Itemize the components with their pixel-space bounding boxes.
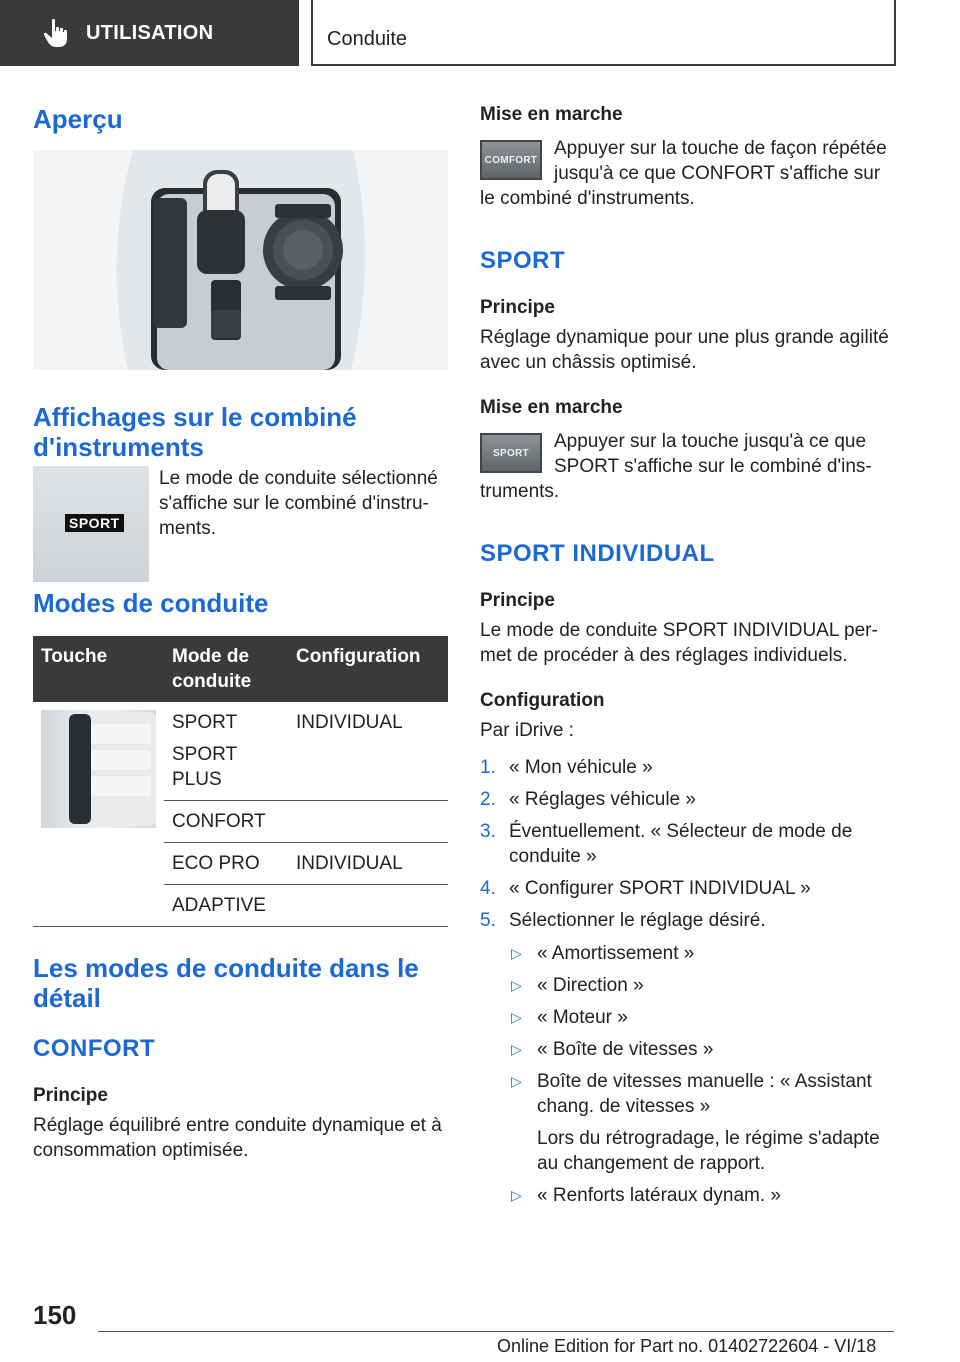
confort-mise-block: [480, 136, 892, 211]
left-column: [33, 100, 448, 1163]
triangle-bullet-icon: ▷: [511, 1073, 522, 1089]
instrument-cluster-image: [33, 466, 149, 582]
table-header-configuration: Configuration: [288, 636, 448, 702]
setting-options-last: [509, 1183, 892, 1208]
table-header-mode: Mode de conduite: [164, 636, 288, 702]
configuration-label: Configuration: [480, 690, 605, 711]
list-item: 5. Sélectionner le réglage désiré.: [480, 910, 766, 931]
list-item: ▷ « Moteur »: [511, 1007, 628, 1028]
confort-principe-text: Réglage équilibré entre conduite dynamique et à consommation optimisée.: [33, 1115, 442, 1161]
header-chapter-title: Conduite: [327, 28, 408, 50]
list-item: 1. « Mon véhicule »: [480, 757, 653, 778]
sport-mise-text: Appuyer sur la touche jusqu'à ce que SPORT s'affiche sur le combiné d'instruments.: [480, 431, 872, 502]
driving-mode-keys-image: [41, 710, 156, 828]
setting-options: [509, 941, 892, 1119]
mode-eco-pro: ECO PRO: [164, 843, 288, 885]
list-item: ▷ « Direction »: [511, 975, 644, 996]
center-console-illustration: [33, 150, 448, 370]
hand-pointer-icon: [40, 16, 74, 50]
mode-sport-plus: SPORT PLUS: [172, 744, 237, 790]
footer-edition: Online Edition for Part no. 01402722604 - VI/18: [497, 1336, 877, 1356]
list-item: ▷ « Renforts latéraux dynam. »: [511, 1185, 781, 1206]
downshift-note: Lors du rétrogradage, le régime s'adapte au changement de rapport.: [537, 1128, 880, 1174]
list-item: ▷ Boîte de vitesses manuelle : « Assistant chang. de vitesses »: [511, 1071, 872, 1117]
triangle-bullet-icon: ▷: [511, 1009, 522, 1025]
page-number: 150: [33, 1300, 77, 1330]
confort-mise-label: Mise en marche: [480, 104, 623, 125]
mode-adaptive: ADAPTIVE: [172, 895, 266, 916]
sport-mise-block: [480, 429, 892, 504]
sport-heading: SPORT: [480, 247, 566, 274]
individual-heading: SPORT INDIVIDUAL: [480, 540, 715, 567]
configuration-steps: [480, 755, 892, 933]
comfort-button-image: COMFORT: [480, 140, 542, 180]
affichages-text: Le mode de conduite sélectionné s'affiche sur le combiné d'instruments.: [159, 468, 438, 539]
table-bottom-rule: [33, 926, 448, 927]
list-item: 2. « Réglages véhicule »: [480, 789, 696, 810]
triangle-bullet-icon: ▷: [511, 1187, 522, 1203]
confort-heading: CONFORT: [33, 1035, 156, 1062]
triangle-bullet-icon: ▷: [511, 1041, 522, 1057]
list-item: ▷ « Boîte de vitesses »: [511, 1039, 714, 1060]
individual-principe-text: Le mode de conduite SPORT INDIVIDUAL permet de procéder à des réglages individuels.: [480, 620, 878, 666]
list-item: 4. « Configurer SPORT INDIVIDUAL »: [480, 878, 811, 899]
configuration-intro: Par iDrive :: [480, 720, 574, 741]
mode-confort: CONFORT: [164, 801, 288, 843]
sport-button-image: SPORT: [480, 433, 542, 473]
modes-heading: Modes de conduite: [33, 588, 269, 618]
table-row: [33, 702, 448, 801]
mode-keys-cell: [33, 702, 164, 926]
table-header-touche: Touche: [33, 636, 164, 702]
mode-keys-illustration: [41, 710, 156, 828]
mode-sport: SPORT: [172, 712, 238, 733]
triangle-bullet-icon: ▷: [511, 945, 522, 961]
gear-selector-photo: [33, 150, 448, 370]
sport-principe-label: Principe: [480, 297, 555, 318]
affichages-heading: Affichages sur le combiné d'instruments: [33, 402, 357, 462]
list-item: 3. Éventuellement. « Sélecteur de mode de conduite »: [480, 821, 853, 867]
detail-heading: Les modes de conduite dans le détail: [33, 953, 419, 1013]
header-section-tab: [0, 0, 299, 66]
modes-table: [33, 636, 448, 926]
footer-rule: [98, 1331, 894, 1332]
confort-principe-label: Principe: [33, 1085, 108, 1106]
mode-cell: [164, 702, 288, 801]
right-column: [480, 104, 892, 1215]
config-cell: INDIVIDUAL: [288, 702, 448, 801]
header-section-title: UTILISATION: [86, 21, 214, 44]
config-cell: [288, 801, 448, 843]
triangle-bullet-icon: ▷: [511, 977, 522, 993]
individual-principe-label: Principe: [480, 590, 555, 611]
config-cell: [288, 885, 448, 927]
apercu-heading: Aperçu: [33, 104, 123, 134]
header-chapter-box: [311, 0, 896, 66]
affichages-block: [33, 466, 448, 582]
sport-display-badge: SPORT: [65, 514, 124, 532]
sport-principe-text: Réglage dynamique pour une plus grande agilité avec un châssis optimisé.: [480, 327, 889, 373]
confort-mise-text: Appuyer sur la touche de façon répétée jusqu'à ce que CONFORT s'affiche sur le combiné d'instruments.: [480, 138, 887, 209]
config-cell: INDIVIDUAL: [288, 843, 448, 885]
sport-mise-label: Mise en marche: [480, 397, 623, 418]
list-item: ▷ « Amortissement »: [511, 943, 695, 964]
